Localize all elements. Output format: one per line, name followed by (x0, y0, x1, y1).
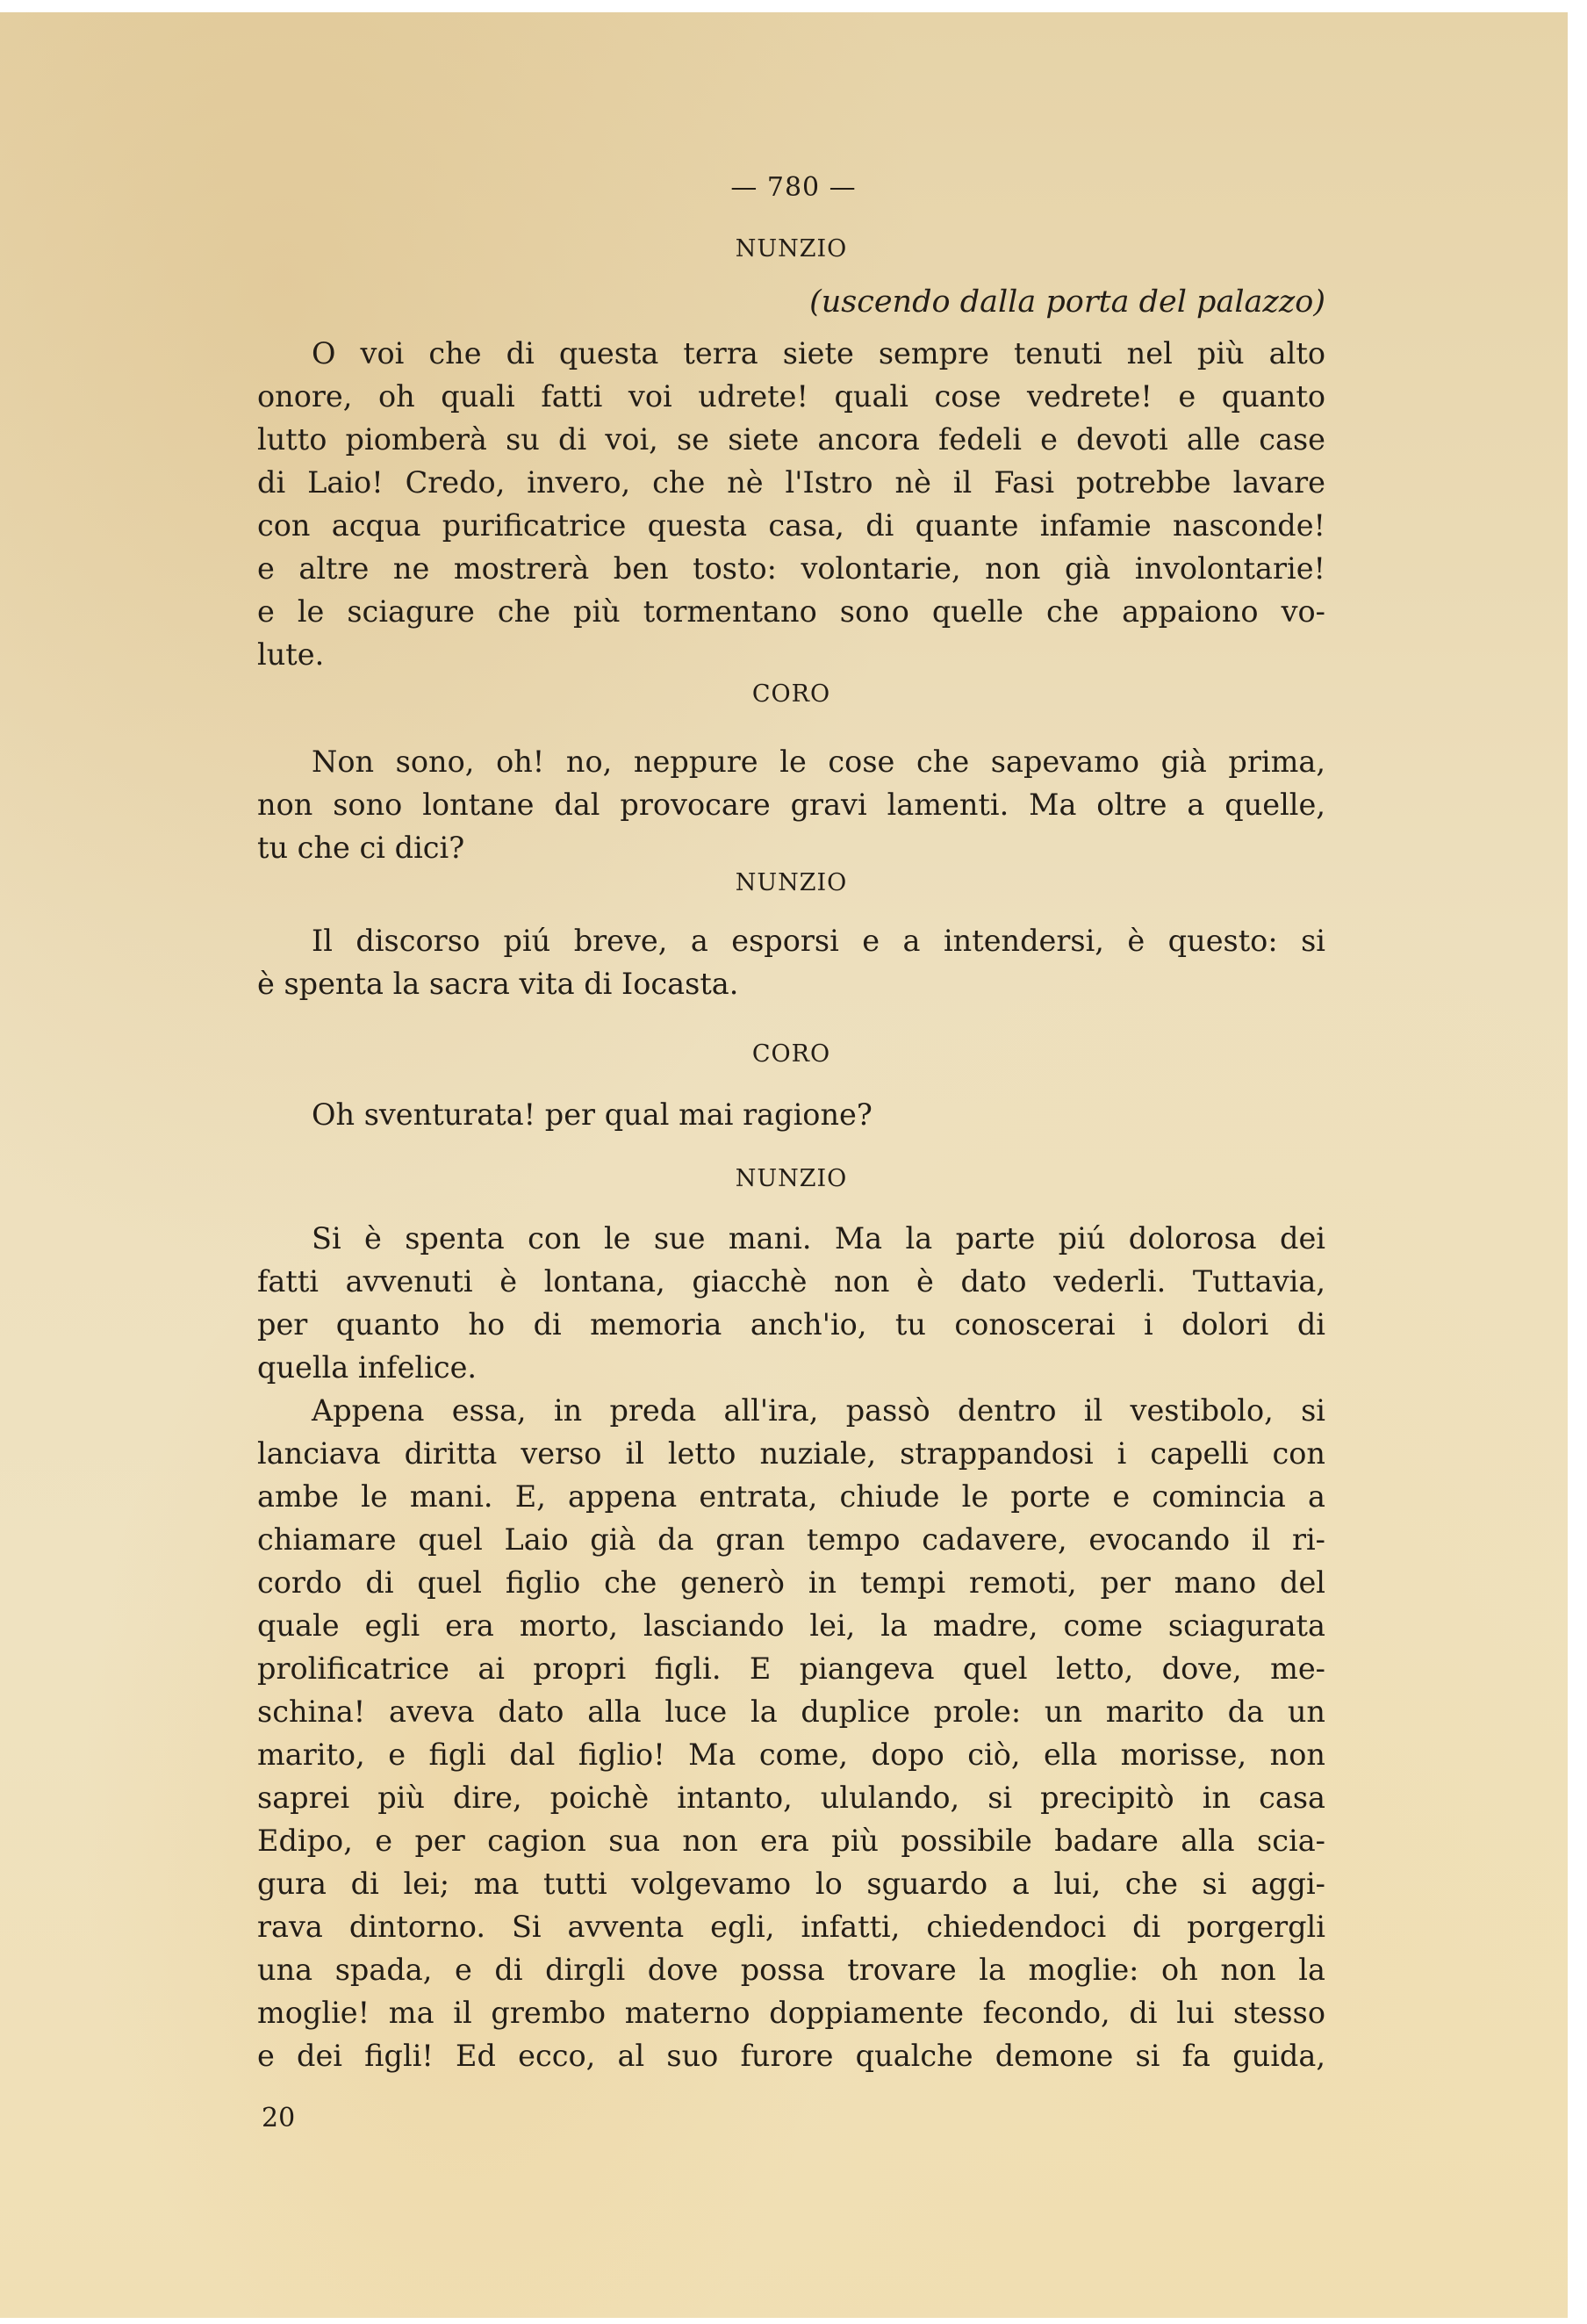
text-line: prolificatrice ai propri figli. E piangeva quel letto, dove, me- (257, 1651, 1325, 1686)
text-line: cordo di quel figlio che generò in tempi remoti, per mano del (257, 1565, 1325, 1600)
text-line: Non sono, oh! no, neppure le cose che sapevamo già prima, (312, 745, 1325, 779)
text-line: marito, e figli dal figlio! Ma come, dopo ciò, ella morisse, non (257, 1738, 1325, 1772)
text-line: non sono lontane dal provocare gravi lamenti. Ma oltre a quelle, (257, 788, 1325, 822)
text-line: quale egli era morto, lasciando lei, la madre, come sciagurata (257, 1608, 1325, 1643)
text-line: quella infelice. (257, 1350, 478, 1385)
text-line: Appena essa, in preda all'ira, passò dentro il vestibolo, si (312, 1393, 1325, 1428)
speaker-heading-coro: CORO (751, 1040, 831, 1068)
text-line: lute. (257, 637, 325, 672)
text-line: lanciava diritta verso il letto nuziale, strappandosi i capelli con (257, 1436, 1325, 1471)
text-line: ambe le mani. E, appena entrata, chiude le porte e comincia a (257, 1479, 1325, 1514)
text-line: rava dintorno. Si avventa egli, infatti, chiedendoci di porgergli (257, 1910, 1325, 1944)
text-line: moglie! ma il grembo materno doppiamente fecondo, di lui stesso (257, 1996, 1325, 2030)
text-line: una spada, e di dirgli dove possa trovare la moglie: oh non la (257, 1953, 1325, 1987)
text-line: Il discorso piú breve, a esporsi e a intendersi, è questo: si (312, 924, 1325, 958)
speech-coro-2 (257, 1093, 1325, 1136)
text-line: con acqua purificatrice questa casa, di quante infamie nasconde! (257, 508, 1325, 543)
text-line: schina! aveva dato alla luce la duplice prole: un marito da un (257, 1694, 1325, 1729)
speaker-heading-nunzio: NUNZIO (735, 869, 848, 896)
speaker-heading-nunzio: NUNZIO (735, 235, 848, 263)
text-line: di Laio! Credo, invero, che nè l'Istro nè il Fasi potrebbe lavare (257, 465, 1325, 500)
speech-nunzio-3 (257, 1217, 1325, 2077)
text-line: Edipo, e per cagion sua non era più possibile badare alla scia- (257, 1824, 1325, 1858)
signature-number: 20 (262, 2103, 296, 2133)
text-line: e dei figli! Ed ecco, al suo furore qualche demone si fa guida, (257, 2039, 1325, 2073)
text-line: saprei più dire, poichè intanto, ululando, si precipitò in casa (257, 1781, 1325, 1815)
text-line: e altre ne mostrerà ben tosto: volontarie, non già involontarie! (257, 551, 1325, 586)
text-line: Si è spenta con le sue mani. Ma la parte piú dolorosa dei (312, 1221, 1325, 1256)
speaker-heading-nunzio: NUNZIO (735, 1165, 848, 1192)
stage-direction: (uscendo dalla porta del palazzo) (809, 284, 1325, 320)
text-line: lutto piomberà su di voi, se siete ancora fedeli e devoti alle case (257, 422, 1325, 457)
text-line: tu che ci dici? (257, 831, 465, 865)
speech-nunzio-1 (257, 332, 1325, 676)
text-line: chiamare quel Laio già da gran tempo cadavere, evocando il ri- (257, 1522, 1325, 1557)
text-line: per quanto ho di memoria anch'io, tu conoscerai i dolori di (257, 1307, 1325, 1342)
text-line: fatti avvenuti è lontana, giacchè non è dato vederli. Tuttavia, (257, 1264, 1325, 1299)
speech-nunzio-2 (257, 919, 1325, 1005)
text-line: onore, oh quali fatti voi udrete! quali cose vedrete! e quanto (257, 379, 1325, 414)
text-line: e le sciagure che più tormentano sono quelle che appaiono vo- (257, 594, 1325, 629)
speaker-heading-coro: CORO (751, 680, 831, 708)
text-line: O voi che di questa terra siete sempre tenuti nel più alto (312, 336, 1325, 371)
text-line: è spenta la sacra vita di Iocasta. (257, 967, 739, 1001)
speech-coro-1 (257, 740, 1325, 869)
text-line: gura di lei; ma tutti volgevamo lo sguardo a lui, che si aggi- (257, 1867, 1325, 1901)
page-folio: — 780 — (730, 172, 857, 203)
text-line: Oh sventurata! per qual mai ragione? (312, 1097, 872, 1132)
